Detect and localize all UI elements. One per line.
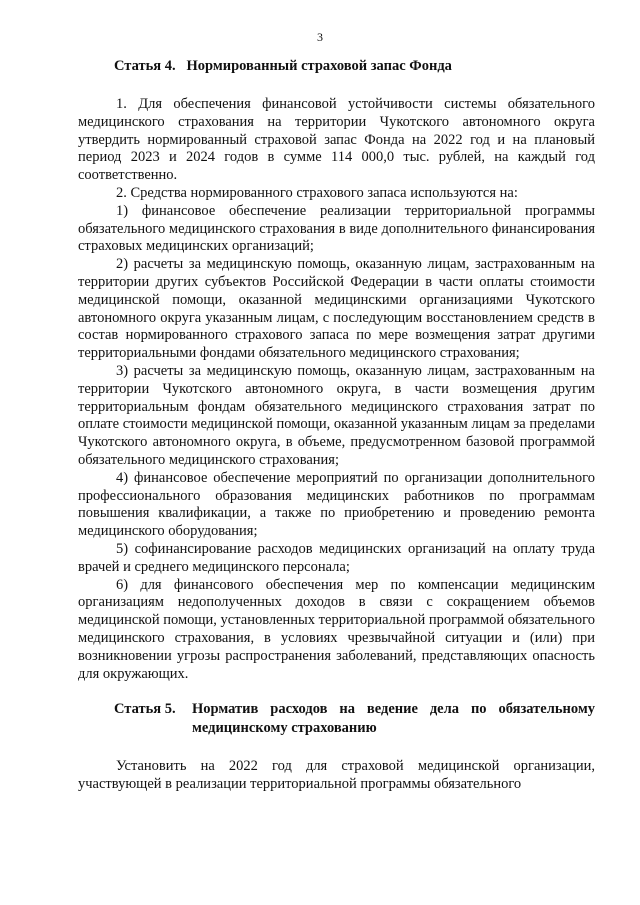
list-item: 1) финансовое обеспечение реализации территориальной программы обязательного медицинского страхования в виде дополнительного финансирования страховых медицинских организаций; [78,202,595,255]
paragraph: 1. Для обеспечения финансовой устойчивости системы обязательного медицинского страхования на территории Чукотского автономного округа утвердить нормированный страховой запас Фонда на 2022 год и на плановый период 2023 и 2024 годов в сумме 114 000,0 тыс. рублей, на каждый год соответственно. [78,96,595,184]
list-item: 2) расчеты за медицинскую помощь, оказанную лицам, застрахованным на территории других субъектов Российской Федерации в части оплаты стоимости медицинской помощи, оказанной медицинскими организациями Чукотского автономного округа указанным лицам, с последующим восстановлением средств в состав нормированного страхового запаса по мере возмещения затрат другими территориальными фондами обязательного медицинского страхования; [78,256,595,362]
list-item: 6) для финансового обеспечения мер по компенсации медицинским организациям недополученных доходов в связи с сокращением объемов медицинской помощи, установленных территориальной программой обязательного медицинского страхования, в условиях чрезвычайной ситуации и (или) при возникновении угрозы распространения заболеваний, представляющих опасность для окружающих. [78,576,595,682]
list-item: 5) софинансирование расходов медицинских организаций на оплату труда врачей и среднего медицинского персонала; [78,540,595,575]
article-4-heading: Статья 4. Нормированный страховой запас Фонда [114,58,452,74]
list-item: 4) финансовое обеспечение мероприятий по организации дополнительного профессионального образования медицинских работников по программам повышения квалификации, а также по приобретению и проведению ремонта медицинского оборудования; [78,469,595,540]
article-5-title: Норматив расходов на ведение дела по обязательному медицинскому страхованию [192,701,595,737]
document-body [78,57,595,794]
article-5-heading [78,700,595,738]
page-number: 3 [317,30,323,44]
article-4-text [78,96,595,683]
list-item: 3) расчеты за медицинскую помощь, оказанную лицам, застрахованным на территории Чукотского автономного округа, в части возмещения другим территориальным фондам обязательного медицинского страхования затрат по оплате стоимости медицинской помощи, оказанной указанным лицам за пределами Чукотского автономного округа, в объеме, предусмотренном базовой программой обязательного медицинского страхования; [78,362,595,468]
article-5-paragraph: Установить на 2022 год для страховой медицинской организации, участвующей в реализации территориальной программы обязательного [78,758,595,793]
article-5-number: Статья 5. [114,701,176,718]
paragraph: 2. Средства нормированного страхового запаса используются на: [116,184,518,201]
